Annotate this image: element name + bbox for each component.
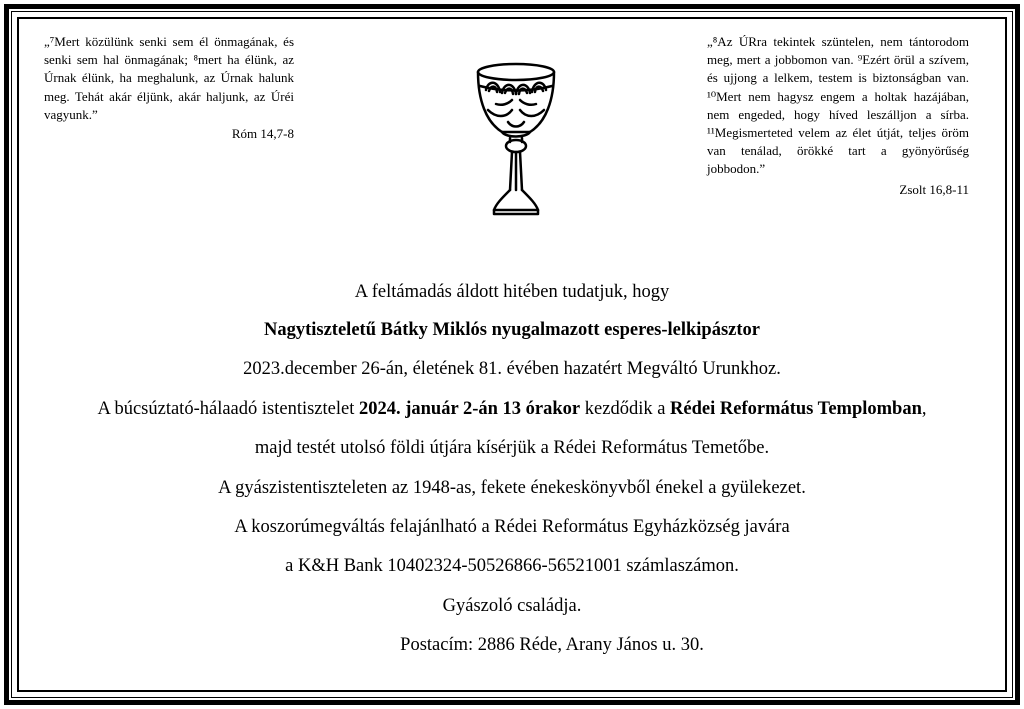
wreath-line: A koszorúmegváltás felajánlható a Rédei Református Egyházközség javára	[234, 517, 790, 537]
bank-line: a K&H Bank 10402324-50526866-56521001 számlaszámon.	[285, 556, 739, 576]
deceased-name: Nagytiszteletű Bátky Miklós nyugalmazott esperes-lelkipásztor	[263, 320, 761, 340]
postal-address: Postacím: 2886 Réde, Arany János u. 30.	[400, 635, 704, 655]
family-signature: Gyászoló családja.	[442, 596, 582, 616]
hymnal-line: A gyászistentiszteleten az 1948-as, fekete énekeskönyvből énekel a gyülekezet.	[218, 478, 806, 498]
verse-right-text: „⁸Az ÚRra tekintek szüntelen, nem tántorodom meg, mert a jobbomon van. ⁹Ezért örül a szívem, és ujjong a lelkem, testem is biztonságban van. ¹⁰Mert nem hagysz engem a holtak hazájában, nem engeded, hogy híved leszálljon a sírba. ¹¹Megismerteted velem az élet útját, teljes öröm van tenálad, örökké tart a gyönyörűség jobbodon.”	[707, 34, 969, 177]
verse-left	[44, 33, 294, 143]
service-time: 2024. január 2-án 13 órakor	[358, 399, 581, 419]
service-place: Rédei Református Templomban	[670, 399, 922, 419]
burial-line: majd testét utolsó földi útjára kísérjük a Rédei Református Temetőbe.	[254, 438, 770, 458]
service-prefix: A búcsúztató-hálaadó istentisztelet	[97, 399, 359, 419]
verse-left-reference: Róm 14,7-8	[231, 126, 294, 142]
chalice-icon	[472, 60, 560, 218]
service-suffix: ,	[921, 399, 927, 419]
verse-left-text: „⁷Mert közülünk senki sem él önmagának, és senki sem hal önmagának; ⁸mert ha élünk, az Úrnak élünk, ha meghalunk, az Úrnak halunk meg. Tehát akár éljünk, akár haljunk, az Úréi vagyunk.”	[44, 34, 294, 122]
service-mid: kezdődik a	[580, 399, 671, 419]
service-line	[30, 398, 994, 420]
verse-right-reference: Zsolt 16,8-11	[899, 181, 969, 197]
intro-line: A feltámadás áldott hitében tudatjuk, hogy	[354, 282, 670, 302]
verse-right	[707, 33, 969, 199]
passing-line: 2023.december 26-án, életének 81. évében hazatért Megváltó Urunkhoz.	[243, 359, 781, 379]
